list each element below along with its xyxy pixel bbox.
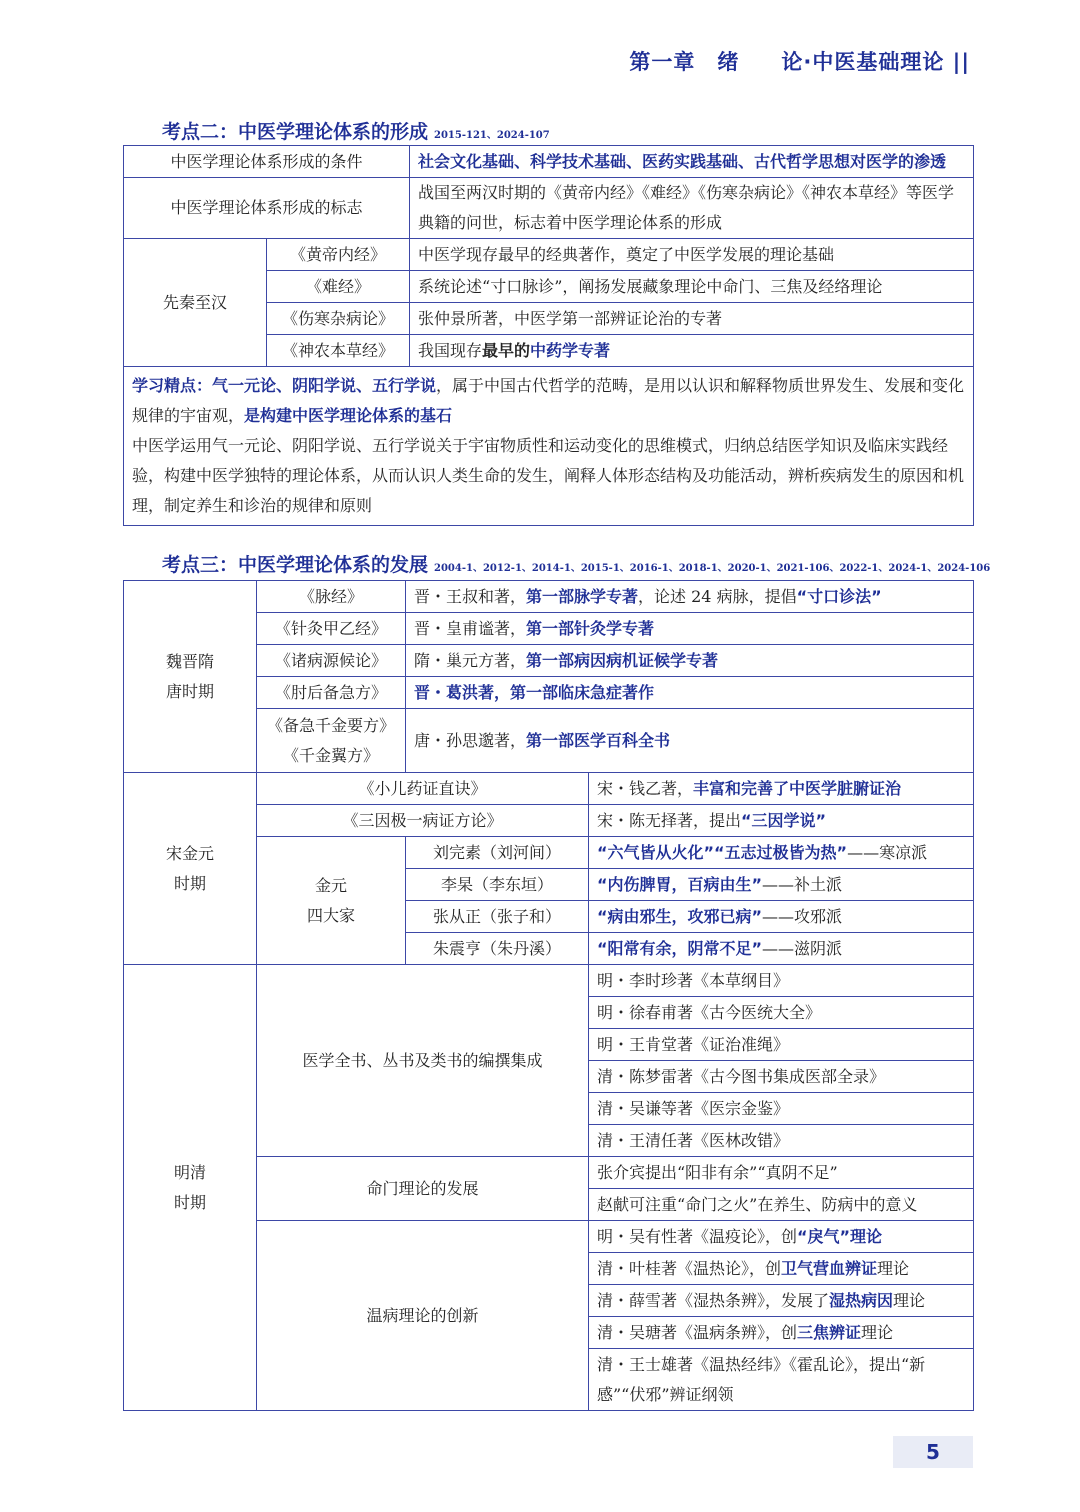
note-emphasis: 学习精点：气一元论、阴阳学说、五行学说 xyxy=(132,376,437,395)
section2-heading: 考点二：中医学理论体系的形成 xyxy=(162,121,429,143)
mark-value: 战国至两汉时期的《黄帝内经》《难经》《伤寒杂病论》《神农本草经》等医学典籍的问世，标志着中医学理论体系的形成 xyxy=(410,178,974,239)
table-row xyxy=(124,178,974,239)
desc-emphasis: 湿热病因 xyxy=(829,1290,894,1310)
book-name: 《针灸甲乙经》 xyxy=(257,613,406,645)
desc-emphasis: 卫气营血辨证 xyxy=(781,1258,878,1278)
master-desc xyxy=(589,901,974,933)
desc-text: ——滋阴派 xyxy=(762,938,843,958)
work-item xyxy=(589,1253,974,1285)
group-compilation: 医学全书、丛书及类书的编撰集成 xyxy=(257,965,589,1157)
work-item: 清・王清任著《医林改错》 xyxy=(589,1125,974,1157)
desc-text: 晋・王叔和著， xyxy=(414,586,527,606)
work-item: 明・徐春甫著《古今医统大全》 xyxy=(589,997,974,1029)
book-name: 《神农本草经》 xyxy=(267,335,410,367)
development-table xyxy=(123,580,974,1411)
desc-emphasis: 第一部医学百科全书 xyxy=(526,730,671,750)
desc-text: 清・吴瑭著《温病条辨》，创 xyxy=(597,1322,798,1342)
book-name: 《难经》 xyxy=(267,271,410,303)
desc-text: 清・叶桂著《温热论》，创 xyxy=(597,1258,782,1278)
note-text: ，属于中国古代哲学的范畴，是用以认识和解释物质世界发生、发展和变化规律的宇宙观， xyxy=(132,376,965,425)
header-chapter: 第一章 绪 xyxy=(629,50,740,74)
period-label: 先秦至汉 xyxy=(124,239,267,367)
desc-emphasis: 第一部针灸学专著 xyxy=(526,618,655,638)
work-item xyxy=(589,1317,974,1349)
period-line: 唐时期 xyxy=(165,681,214,701)
label-line: 四大家 xyxy=(306,905,355,925)
group-wenbing: 温病理论的创新 xyxy=(257,1221,589,1411)
book-name xyxy=(257,709,406,773)
book-desc xyxy=(589,773,974,805)
book-name: 《小儿药证直诀》 xyxy=(257,773,589,805)
desc-emphasis: 晋・葛洪著，第一部临床急症著作 xyxy=(414,682,655,702)
period-ming xyxy=(124,965,257,1411)
desc-text: 我国现存 xyxy=(418,340,483,360)
book-line: 《千金翼方》 xyxy=(282,745,379,765)
book-name: 《三因极一病证方论》 xyxy=(257,805,589,837)
desc-text: ——寒凉派 xyxy=(847,842,928,862)
desc-text: 晋・皇甫谧著， xyxy=(414,618,527,638)
cond-label: 中医学理论体系形成的条件 xyxy=(124,146,410,178)
desc-emphasis: “病由邪生，攻邪已病” xyxy=(597,906,763,926)
desc-emphasis: “内伤脾胃，百病由生” xyxy=(597,874,763,894)
book-name: 《黄帝内经》 xyxy=(267,239,410,271)
book-desc xyxy=(410,335,974,367)
work-item: 清・王士雄著《温热经纬》《霍乱论》，提出“新感”“伏邪”辨证纲领 xyxy=(589,1349,974,1411)
master-desc xyxy=(589,837,974,869)
desc-text: 理论 xyxy=(877,1258,910,1278)
study-note xyxy=(124,367,974,526)
desc-text: 理论 xyxy=(893,1290,926,1310)
desc-text: 唐・孙思邈著， xyxy=(414,730,527,750)
book-desc xyxy=(406,677,974,709)
note-paragraph-2: 中医学运用气一元论、阴阳学说、五行学说关于宇宙物质性和运动变化的思维模式，归纳总结医学知识及临床实践经验，构建中医学独特的理论体系，从而认识人类生命的发生，阐释人体形态结构及功能活动，辨析疾病发生的原因和机理，制定养生和诊治的规律和原则 xyxy=(132,436,965,515)
work-item xyxy=(589,1221,974,1253)
master-desc xyxy=(589,933,974,965)
book-desc: 张仲景所著，中医学第一部辨证论治的专著 xyxy=(410,303,974,335)
period-line: 时期 xyxy=(173,873,206,893)
desc-emphasis: 第一部脉学专著 xyxy=(526,586,639,606)
period-line: 宋金元 xyxy=(165,843,214,863)
period-song xyxy=(124,773,257,965)
work-item: 赵献可注重“命门之火”在养生、防病中的意义 xyxy=(589,1189,974,1221)
table-row xyxy=(124,581,974,613)
desc-text: 明・吴有性著《温疫论》，创 xyxy=(597,1226,798,1246)
book-name: 《诸病源候论》 xyxy=(257,645,406,677)
desc-text: 隋・巢元方著， xyxy=(414,650,527,670)
book-desc xyxy=(406,613,974,645)
period-line: 魏晋隋 xyxy=(165,651,214,671)
formation-table xyxy=(123,145,974,526)
desc-emphasis: “寸口诊法” xyxy=(796,586,882,606)
desc-emphasis: 第一部病因病机证候学专著 xyxy=(526,650,719,670)
note-paragraph-1 xyxy=(132,371,965,431)
period-line: 时期 xyxy=(173,1192,206,1212)
period-weijin xyxy=(124,581,257,773)
work-item xyxy=(589,1285,974,1317)
page-header xyxy=(629,46,970,76)
master-desc xyxy=(589,869,974,901)
work-item: 明・王肯堂著《证治准绳》 xyxy=(589,1029,974,1061)
desc-text: ——补土派 xyxy=(762,874,843,894)
desc-emphasis: 三焦辨证 xyxy=(797,1322,862,1342)
work-item: 清・陈梦雷著《古今图书集成医部全录》 xyxy=(589,1061,974,1093)
desc-emphasis: “六气皆从火化”“五志过极皆为热” xyxy=(597,842,848,862)
table-row xyxy=(124,773,974,805)
book-desc xyxy=(406,645,974,677)
section2-years: 2015-121、2024-107 xyxy=(434,130,550,141)
desc-text: ——攻邪派 xyxy=(762,906,843,926)
book-desc xyxy=(406,581,974,613)
label-line: 金元 xyxy=(314,875,347,895)
desc-emphasis: “戾气”理论 xyxy=(797,1226,883,1246)
header-title: 论·中医基础理论 || xyxy=(781,50,970,74)
four-masters-label xyxy=(257,837,406,965)
work-item: 清・吴谦等著《医宗金鉴》 xyxy=(589,1093,974,1125)
desc-text: 宋・钱乙著， xyxy=(597,778,694,798)
note-row xyxy=(124,367,974,526)
section3-years: 2004-1、2012-1、2014-1、2015-1、2016-1、2018-1、2020-1、2021-106、2022-1、2024-1、2024-106 xyxy=(434,563,991,574)
table-row xyxy=(124,239,974,271)
section3-heading: 考点三：中医学理论体系的发展 xyxy=(162,554,429,576)
desc-emphasis: “三因学说” xyxy=(741,810,827,830)
section3-title xyxy=(162,550,990,577)
master-name: 朱震亨（朱丹溪） xyxy=(406,933,589,965)
group-mingmen: 命门理论的发展 xyxy=(257,1157,589,1221)
desc-emphasis: “阳常有余，阴常不足” xyxy=(597,938,763,958)
master-name: 张从正（张子和） xyxy=(406,901,589,933)
master-name: 刘完素（刘河间） xyxy=(406,837,589,869)
note-emphasis: 是构建中医学理论体系的基石 xyxy=(244,406,453,425)
work-item: 张介宾提出“阳非有余”“真阴不足” xyxy=(589,1157,974,1189)
table-row xyxy=(124,146,974,178)
book-name: 《脉经》 xyxy=(257,581,406,613)
period-line: 明清 xyxy=(173,1162,206,1182)
desc-text: 理论 xyxy=(861,1322,894,1342)
work-item: 明・李时珍著《本草纲目》 xyxy=(589,965,974,997)
section2-title xyxy=(162,117,550,144)
page-number: 5 xyxy=(893,1436,973,1468)
desc-emphasis: 最早的 xyxy=(482,340,531,360)
book-desc: 中医学现存最早的经典著作，奠定了中医学发展的理论基础 xyxy=(410,239,974,271)
desc-text: 清・薛雪著《湿热条辨》，发展了 xyxy=(597,1290,830,1310)
table-row xyxy=(124,965,974,997)
book-desc xyxy=(406,709,974,773)
desc-emphasis: 丰富和完善了中医学脏腑证治 xyxy=(693,778,902,798)
book-name: 《伤寒杂病论》 xyxy=(267,303,410,335)
cond-value: 社会文化基础、科学技术基础、医药实践基础、古代哲学思想对医学的渗透 xyxy=(410,146,974,178)
book-line: 《备急千金要方》 xyxy=(266,715,395,735)
desc-text: ，论述 24 病脉，提倡 xyxy=(638,586,797,606)
desc-emphasis: 中药学专著 xyxy=(530,340,611,360)
book-desc xyxy=(589,805,974,837)
desc-text: 宋・陈无择著，提出 xyxy=(597,810,742,830)
master-name: 李杲（李东垣） xyxy=(406,869,589,901)
mark-label: 中医学理论体系形成的标志 xyxy=(124,178,410,239)
book-name: 《肘后备急方》 xyxy=(257,677,406,709)
book-desc: 系统论述“寸口脉诊”，阐扬发展藏象理论中命门、三焦及经络理论 xyxy=(410,271,974,303)
